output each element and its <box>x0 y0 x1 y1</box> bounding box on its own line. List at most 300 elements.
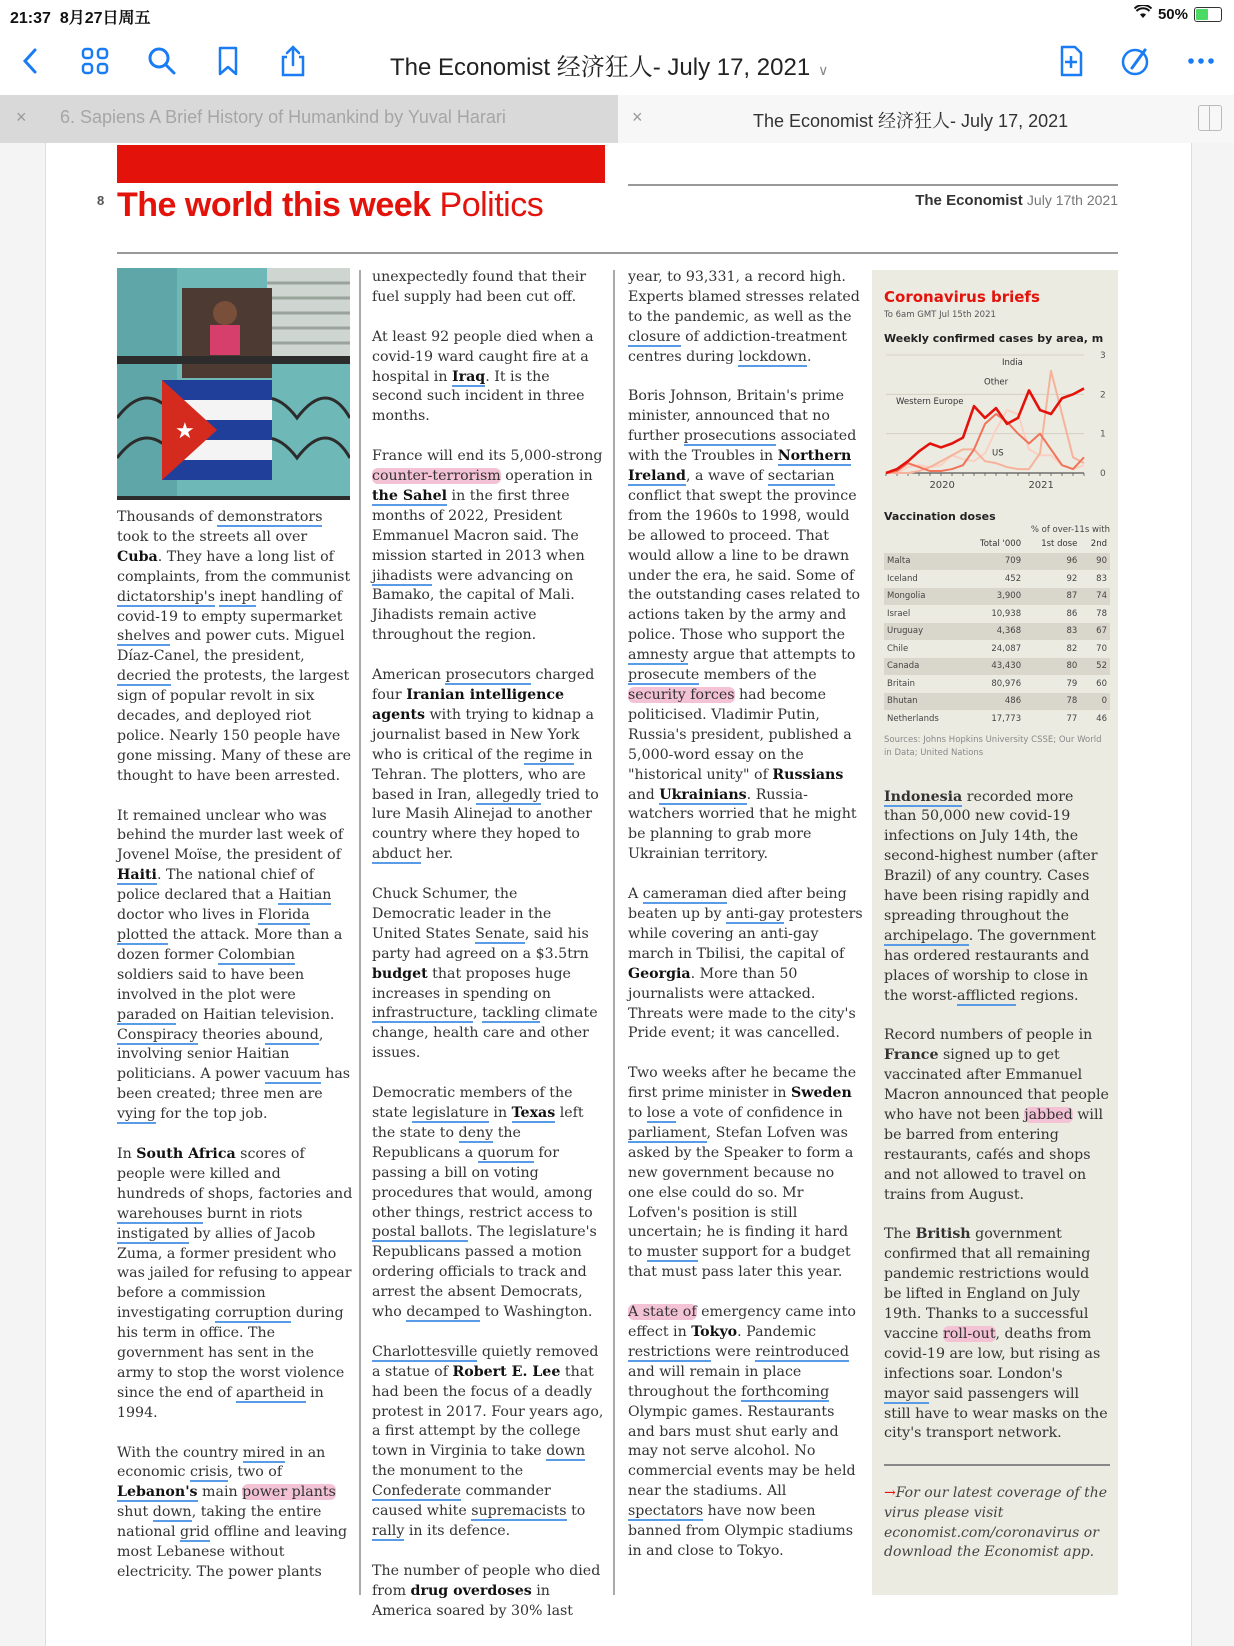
divider <box>628 184 1118 186</box>
text-run: Chuck Schumer, the Democratic leader in the United States <box>372 886 552 942</box>
date-text: 8月27日周五 <box>59 10 151 27</box>
text-run: during his term in office. The government has sent in the army to stop the worst violence since the end of <box>117 1305 345 1401</box>
article-britain <box>884 1225 1110 1444</box>
text-run: . The government has ordered restaurants and places of worship to close in the worst- <box>884 927 1096 1004</box>
underlined-text: mired <box>242 1444 285 1461</box>
text-run: in an economic <box>117 1444 326 1481</box>
bold-term: drug overdoses <box>410 1582 532 1599</box>
value-cell: 52 <box>1080 658 1110 676</box>
underlined-text: cameraman <box>642 886 728 903</box>
bold-term: Georgia <box>628 965 691 982</box>
underlined-text: abound <box>265 1026 319 1043</box>
col-header: 1st dose <box>1041 538 1078 549</box>
underlined-text: dictatorship's <box>117 588 215 605</box>
text-run: have now been banned from Olympic stadiums in and close to Tokyo. <box>628 1503 853 1559</box>
country-cell: Britain <box>887 678 915 689</box>
value-cell: 60 <box>1096 678 1107 689</box>
divider <box>117 252 1118 254</box>
chart-title: Weekly confirmed cases by area, m <box>884 332 1104 345</box>
value-cell: 80,976 <box>991 678 1022 689</box>
text-run: shut <box>117 1504 153 1521</box>
country-cell: Bhutan <box>884 693 961 711</box>
text-run: France will end its 5,000-strong <box>372 448 603 465</box>
underlined-text: reintroduced <box>755 1343 849 1360</box>
value-cell: 92 <box>1066 573 1078 584</box>
tab-label: 6. Sapiens A Brief History of Humankind by Yuval Harari <box>60 107 506 127</box>
text-run: The number of people who died from <box>372 1562 601 1599</box>
underlined-text: down <box>546 1443 586 1460</box>
article-iran <box>372 666 604 865</box>
highlighted-text: power plants <box>242 1484 336 1501</box>
vaccination-row <box>884 693 1110 711</box>
underlined-text: amnesty <box>628 647 689 664</box>
highlighted-text: counter-terrorism <box>372 468 501 485</box>
text-run: with trying to kidnap a journalist based in New York who is critical of the <box>372 706 594 763</box>
underlined-text: archipelago <box>884 927 969 944</box>
underlined-text: shelves <box>117 628 171 645</box>
text-run: Boris Johnson, Britain's prime minister, announced that no further <box>628 388 845 445</box>
value-cell: 83 <box>1024 623 1080 641</box>
underlined-text: grid <box>180 1524 210 1541</box>
tab-label: The Economist 经济狂人- July 17, 2021 <box>753 111 1069 131</box>
underlined-text: down <box>152 1504 192 1521</box>
underlined-text: anti-gay <box>726 905 785 922</box>
article-overdoses-cont <box>628 268 864 368</box>
text-run: recorded more than 50,000 new covid-19 infections on July 14th, the second-highest number (after Brazil) of any country. Cases have been rising rapidly and spreading throughout the <box>884 788 1098 924</box>
y-tick-label: 3 <box>1100 351 1106 361</box>
text-run: , two of <box>228 1464 283 1481</box>
vaccination-row <box>884 605 1110 623</box>
red-banner <box>117 145 605 183</box>
text-run: and power cuts. Miguel Díaz-Canel, the president, <box>117 628 345 665</box>
text-run: took to the streets all over <box>117 528 308 545</box>
headline-text: The world this week <box>117 186 431 224</box>
underlined-text: restrictions <box>628 1343 711 1360</box>
underlined-text: lose <box>646 1105 676 1122</box>
text-run: in the first three months of 2022, President Emmanuel Macron said. The mission started in 2013 when <box>372 487 585 564</box>
value-cell: 486 <box>961 693 1024 711</box>
text-run: burnt in riots <box>202 1205 303 1222</box>
search-icon[interactable] <box>145 44 179 78</box>
underlined-text: lockdown <box>738 348 807 365</box>
coverage-link[interactable] <box>884 1484 1110 1564</box>
value-cell: 90 <box>1080 553 1110 571</box>
col-header <box>884 535 961 553</box>
vaccination-header-row <box>884 535 1110 553</box>
text-run: her. <box>421 846 454 863</box>
text-run: operation in <box>500 468 593 485</box>
text-run: argue that attempts to <box>688 647 856 664</box>
text-run: support for a budget that must pass later this year. <box>628 1244 851 1281</box>
article-charlottesville <box>372 1343 604 1542</box>
text-run: the protests, the largest sign of popular revolt in six decades, and deployed riot police. Nearly 150 people have gone missing. Many of these are thought to have been arrested. <box>117 668 352 784</box>
highlighted-text: A state of <box>628 1304 697 1321</box>
value-cell: 96 <box>1024 553 1080 571</box>
arrow-icon: → <box>884 1484 896 1501</box>
article-haiti <box>117 807 353 1126</box>
close-tab-icon[interactable]: × <box>632 107 643 127</box>
underlined-text: Conspiracy <box>117 1026 198 1043</box>
page-number: 8 <box>97 193 105 208</box>
underlined-text: Haitian <box>278 887 332 904</box>
underlined-text: closure <box>628 328 681 345</box>
article-overdoses <box>372 1562 604 1622</box>
text-run: . More than 50 journalists were attacked. Threats were made to the city's Pride event; it was cancelled. <box>628 965 856 1042</box>
bold-term: Ukrainians <box>659 786 747 803</box>
y-tick-label: 0 <box>1100 469 1106 479</box>
x-tick-label: 2021 <box>1028 480 1054 491</box>
text-run: , deaths from covid-19 are low, but rising as infections soar. London's <box>884 1325 1101 1382</box>
vaccination-subheader: % of over-11s with <box>1030 525 1110 535</box>
column-1 <box>117 268 353 1603</box>
article-cuba <box>117 508 353 787</box>
vaccination-table <box>884 535 1110 728</box>
value-cell: 80 <box>1024 658 1080 676</box>
underlined-text: prosecutors <box>445 667 531 684</box>
bold-term: Iranian intelligence agents <box>372 686 565 723</box>
article-lebanon <box>117 1444 353 1583</box>
text-run: quietly removed a statue of <box>372 1343 599 1380</box>
value-cell: 452 <box>1004 573 1022 584</box>
underlined-text: afflicted <box>957 987 1016 1004</box>
y-tick-label: 1 <box>1100 429 1106 440</box>
article-texas <box>372 1084 604 1323</box>
country-cell: Netherlands <box>887 713 939 724</box>
vaccination-row <box>884 553 1110 571</box>
underlined-text: tackling <box>482 1005 541 1022</box>
text-run: for the top job. <box>155 1106 268 1123</box>
text-run: soldiers said to have been involved in the plot were <box>117 966 305 1003</box>
text-run: It remained unclear who was behind the murder last week of Jovenel Moïse, the president of <box>117 807 344 864</box>
text-run: . Russia-watchers worried that he might be planning to grab more Ukrainian territory. <box>628 786 857 863</box>
text-run: With the country <box>117 1444 243 1461</box>
bold-term: Robert E. Lee <box>452 1363 561 1380</box>
close-tab-icon[interactable]: × <box>16 107 27 127</box>
coverage-link-text: For our latest coverage of the virus please visit economist.com/coronavirus or download the Economist app. <box>884 1484 1108 1561</box>
value-cell: 74 <box>1080 588 1110 606</box>
column-divider <box>613 270 615 1595</box>
masthead <box>915 192 1118 209</box>
bold-term: France <box>884 1047 939 1064</box>
text-run: offline and leaving most Lebanese without electricity. The power plants <box>117 1524 348 1580</box>
underlined-text: Senate <box>475 925 525 942</box>
text-run: . <box>806 348 812 365</box>
share-icon[interactable] <box>276 44 310 78</box>
underlined-text: decamped <box>406 1304 481 1321</box>
country-cell: Iceland <box>887 573 918 584</box>
text-run: a vote of confidence in <box>675 1105 843 1122</box>
value-cell: 77 <box>1066 713 1078 724</box>
document-title-text: The Economist 经济狂人- July 17, 2021 <box>390 54 811 81</box>
underlined-text: vying <box>117 1106 156 1123</box>
underlined-text: Florida <box>257 907 310 924</box>
text-run: tried to lure Masih Alinejad to another country where they hoped to <box>372 786 599 843</box>
underlined-text: allegedly <box>476 786 542 803</box>
bold-term: budget <box>372 965 428 982</box>
underlined-text: mayor <box>884 1385 930 1402</box>
tab-bar <box>0 95 1234 143</box>
value-cell: 86 <box>1066 608 1078 619</box>
divider <box>884 1464 1110 1466</box>
article-northern-ireland <box>628 387 864 865</box>
underlined-text: crisis <box>190 1464 229 1481</box>
text-run: protesters while covering an anti-gay march in Tbilisi, the capital of <box>628 905 863 962</box>
text-run: in its defence. <box>404 1523 511 1539</box>
status-right <box>1134 5 1222 23</box>
text-run: and will remain in place throughout the <box>628 1363 802 1400</box>
text-run: . It is the second such incident in three months. <box>372 368 585 425</box>
bold-term: Texas <box>511 1104 556 1121</box>
bold-term: Russians <box>772 766 844 783</box>
underlined-text: muster <box>646 1244 698 1261</box>
sidebar-title: Coronavirus briefs <box>884 288 1040 306</box>
cases-line-chart <box>884 345 1110 495</box>
value-cell: 10,938 <box>991 608 1022 619</box>
text-run: In <box>117 1145 137 1162</box>
text-run: charged four <box>372 667 595 703</box>
bold-term: South Africa <box>136 1145 236 1162</box>
underlined-text: Confederate <box>372 1483 461 1500</box>
bold-term: Cuba <box>117 548 158 565</box>
text-run: , a wave of <box>685 468 768 485</box>
country-cell: Israel <box>887 608 911 619</box>
underlined-text: quorum <box>477 1144 534 1161</box>
underlined-text: forthcoming <box>741 1383 830 1400</box>
text-run: by allies of Jacob Zuma, a former president who was jailed for refusing to appear before a commission investigating <box>117 1225 352 1322</box>
battery-percent: 50% <box>1157 5 1188 23</box>
bold-term: Northern Ireland <box>628 448 852 485</box>
value-cell: 79 <box>1066 678 1078 689</box>
article-tokyo <box>628 1303 864 1562</box>
text-run: Olympic games. Restaurants and bars must shut early and may not serve alcohol. No commercial events may be held near the stadiums. All <box>628 1403 856 1500</box>
text-run: Two weeks after he became the first prime minister in <box>628 1065 857 1102</box>
text-run: American <box>372 667 446 684</box>
series-line-us <box>886 410 1084 473</box>
text-run: scores of people were killed and hundreds of shops, factories and <box>117 1145 353 1202</box>
underlined-text: parliament <box>628 1124 707 1141</box>
underlined-text: spectators <box>628 1503 704 1520</box>
svg-text:★: ★ <box>175 419 195 444</box>
vaccination-row <box>884 710 1110 728</box>
text-run: Thousands of <box>117 509 218 525</box>
text-run: The <box>884 1226 916 1243</box>
text-run: Record numbers of people in <box>884 1027 1093 1044</box>
country-cell: Malta <box>884 553 961 571</box>
series-label: US <box>992 448 1004 459</box>
text-run: main <box>197 1484 243 1501</box>
text-run: in America soared by 30% last <box>372 1582 574 1619</box>
text-run: Democratic members of the state <box>372 1085 573 1121</box>
value-cell: 3,900 <box>961 588 1024 606</box>
text-run: and <box>628 786 660 803</box>
text-run: At least 92 people died when a covid-19 ward caught fire at a hospital in <box>372 328 594 385</box>
article-continued: unexpectedly found that their fuel supply had been cut off. <box>372 269 587 305</box>
wifi-icon <box>1134 5 1152 23</box>
underlined-text: paraded <box>117 1006 177 1023</box>
text-run: for passing a bill on voting procedures that would, among other things, restrict access to <box>372 1144 593 1221</box>
article-georgia <box>628 885 864 1044</box>
value-cell: 67 <box>1080 623 1110 641</box>
tab-sapiens[interactable] <box>0 95 618 143</box>
text-run: . The legislature's Republicans passed a motion ordering officials to track and arrest the absent Democrats, who <box>372 1224 597 1321</box>
bold-term: the Sahel <box>372 487 448 504</box>
text-run: died after being beaten up by <box>628 886 847 922</box>
text-run: to <box>628 1105 647 1122</box>
article-france-vaccine <box>884 1026 1110 1205</box>
column-3 <box>628 268 864 1582</box>
page-headline <box>117 186 543 225</box>
text-run: conflict that swept the province from the 1960s to 1998, would be allowed to proceed. That would allow a line to be drawn under the era, he said. Some of the outstanding cases related to actions taken by the army and police. Those who support the <box>628 487 861 644</box>
add-page-icon[interactable] <box>1054 44 1088 78</box>
text-run: in Tehran. The plotters, who are based in Iran, <box>372 746 593 803</box>
value-cell: 78 <box>1024 693 1080 711</box>
text-run: . Pandemic <box>737 1323 817 1340</box>
underlined-text: prosecute <box>628 667 700 684</box>
underlined-text: corruption <box>215 1305 292 1322</box>
underlined-text: demonstrators <box>217 509 323 525</box>
bold-term: British <box>915 1226 971 1243</box>
text-run: will be barred from entering restaurants, cafés and shops and not allowed to travel on trains from August. <box>884 1106 1104 1203</box>
cuba-protest-photo <box>117 268 350 500</box>
text-run: signed up to get vaccinated after Emmanuel Macron announced that people who have not been <box>884 1047 1109 1123</box>
country-cell: Chile <box>887 643 909 654</box>
x-tick-label: 2020 <box>929 480 955 491</box>
value-cell: 709 <box>961 553 1024 571</box>
value-cell: 0 <box>1080 693 1110 711</box>
text-run: , involving senior Haitian politicians. A power <box>117 1026 324 1083</box>
text-run: members of the <box>699 667 817 684</box>
series-label: Other <box>984 377 1009 388</box>
text-run: of addiction-treatment centres during <box>628 328 847 365</box>
text-run: on Haitian television. <box>176 1006 335 1023</box>
text-run: said passengers will still have to wear masks on the city's transport network. <box>884 1385 1108 1442</box>
sidebar-subtitle: To 6am GMT Jul 15th 2021 <box>884 310 996 320</box>
bold-term: Lebanon's <box>117 1484 198 1501</box>
text-run: year, to 93,331, a record high. Experts blamed stresses related to the pandemic, as well as the <box>628 269 860 325</box>
underlined-text: inept <box>219 588 257 605</box>
highlighted-text: roll-out <box>942 1325 996 1342</box>
country-cell: Uruguay <box>884 623 961 641</box>
series-label: India <box>1002 357 1023 368</box>
text-run: were <box>710 1343 756 1360</box>
sidebar-articles <box>884 788 1110 1445</box>
grid-icon[interactable] <box>78 44 112 78</box>
vaccination-title: Vaccination doses <box>884 510 996 523</box>
status-bar <box>0 0 1234 30</box>
text-run: in 1994. <box>117 1384 324 1421</box>
coronavirus-briefs-sidebar <box>872 270 1118 1595</box>
underlined-text: Colombian <box>217 946 296 963</box>
value-cell: 82 <box>1066 643 1078 654</box>
article-south-africa <box>117 1145 353 1424</box>
underlined-text: supremacists <box>471 1503 567 1520</box>
bold-term: Iraq <box>451 368 486 385</box>
vaccination-row <box>884 623 1110 641</box>
underlined-text: infrastructure <box>372 1005 474 1022</box>
value-cell: 46 <box>1096 713 1107 724</box>
col-header: 2nd <box>1090 538 1107 549</box>
text-run: regions. <box>1015 987 1079 1004</box>
underlined-text: jihadists <box>372 567 433 584</box>
value-cell: 17,773 <box>991 713 1022 724</box>
vaccination-row <box>884 675 1110 693</box>
country-cell: Mongolia <box>884 588 961 606</box>
status-time <box>10 5 151 28</box>
text-run: climate change, health care and other issues. <box>372 1005 598 1062</box>
bold-term: Haiti <box>117 867 157 884</box>
vaccination-row <box>884 640 1110 658</box>
text-run: . The national chief of police declared that a <box>117 867 315 904</box>
text-run: had become politicised. Vladimir Putin, Russia's president, published a 5,000-word essay on the "historical unity" of <box>628 687 852 783</box>
bold-term: Tokyo <box>691 1323 738 1340</box>
highlighted-text: security forces <box>628 687 735 704</box>
chart-sources: Sources: Johns Hopkins University CSSE; Our World in Data; United Nations <box>884 734 1102 758</box>
more-icon[interactable] <box>1184 44 1218 78</box>
text-run: were advancing on Bamako, the capital of Mali. Jihadists remain active throughout the region. <box>372 567 575 644</box>
toolbar <box>0 30 1234 95</box>
annotate-icon[interactable] <box>1118 44 1152 78</box>
article-us-budget <box>372 885 604 1064</box>
underlined-text: Charlottesville <box>372 1343 478 1360</box>
column-divider <box>359 270 361 1595</box>
text-run: , <box>473 1005 483 1022</box>
value-cell: 24,087 <box>991 643 1022 654</box>
text-run: A <box>628 886 643 903</box>
split-view-icon[interactable] <box>1198 105 1222 131</box>
value-cell: 87 <box>1024 588 1080 606</box>
underlined-text: plotted <box>117 927 169 944</box>
article-iraq <box>372 328 604 428</box>
underlined-text: sectarian <box>767 468 835 485</box>
underlined-text: abduct <box>372 846 422 863</box>
text-run: government confirmed that all remaining pandemic restrictions would be lifted in England on July 19th. Thanks to a successful vaccine <box>884 1226 1091 1342</box>
vaccination-row <box>884 570 1110 588</box>
highlighted-text: jabbed <box>1024 1106 1073 1123</box>
underlined-text: vacuum <box>264 1066 321 1083</box>
underlined-text: regime <box>523 746 575 763</box>
value-cell: 70 <box>1096 643 1107 654</box>
text-run: emergency came into effect in <box>628 1304 856 1340</box>
document-title[interactable] <box>390 47 828 82</box>
value-cell: 78 <box>1096 608 1107 619</box>
column-2 <box>372 268 604 1641</box>
back-icon[interactable] <box>14 44 48 78</box>
underlined-text: prosecutions <box>683 428 777 445</box>
text-run: that had been the focus of a deadly protest in 2017. Four years ago, a first attempt by the college town in Virginia to take <box>372 1363 604 1460</box>
bookmark-icon[interactable] <box>211 44 245 78</box>
underlined-text: rally <box>372 1523 405 1539</box>
underlined-text: deny <box>458 1124 494 1141</box>
text-run: handling of covid-19 to empty supermarket <box>117 588 343 625</box>
tab-economist[interactable] <box>618 95 1234 143</box>
vaccination-row <box>884 658 1110 676</box>
text-run: has been created; three men are <box>117 1066 351 1103</box>
text-run: in <box>488 1104 512 1121</box>
underlined-text: postal ballots <box>372 1224 469 1241</box>
masthead-name: The Economist <box>915 192 1023 209</box>
bold-term: Sweden <box>791 1085 852 1102</box>
text-run: the Republicans a <box>372 1124 521 1161</box>
masthead-date: July 17th 2021 <box>1026 192 1118 208</box>
chevron-down-icon[interactable]: ∨ <box>818 62 829 78</box>
underlined-text: decried <box>117 668 172 685</box>
underlined-text: instigated <box>117 1225 189 1242</box>
text-run: commander caused white <box>372 1483 551 1520</box>
text-run: doctor who lives in <box>117 907 258 924</box>
text-run: that proposes huge increases in spending on <box>372 965 571 1002</box>
value-cell: 4,368 <box>961 623 1024 641</box>
text-run: , Stefan Lofven was asked by the Speaker to form a new government because no one else could do so. Mr Lofven's position is still uncertain; he is finding it hard to <box>628 1124 854 1261</box>
